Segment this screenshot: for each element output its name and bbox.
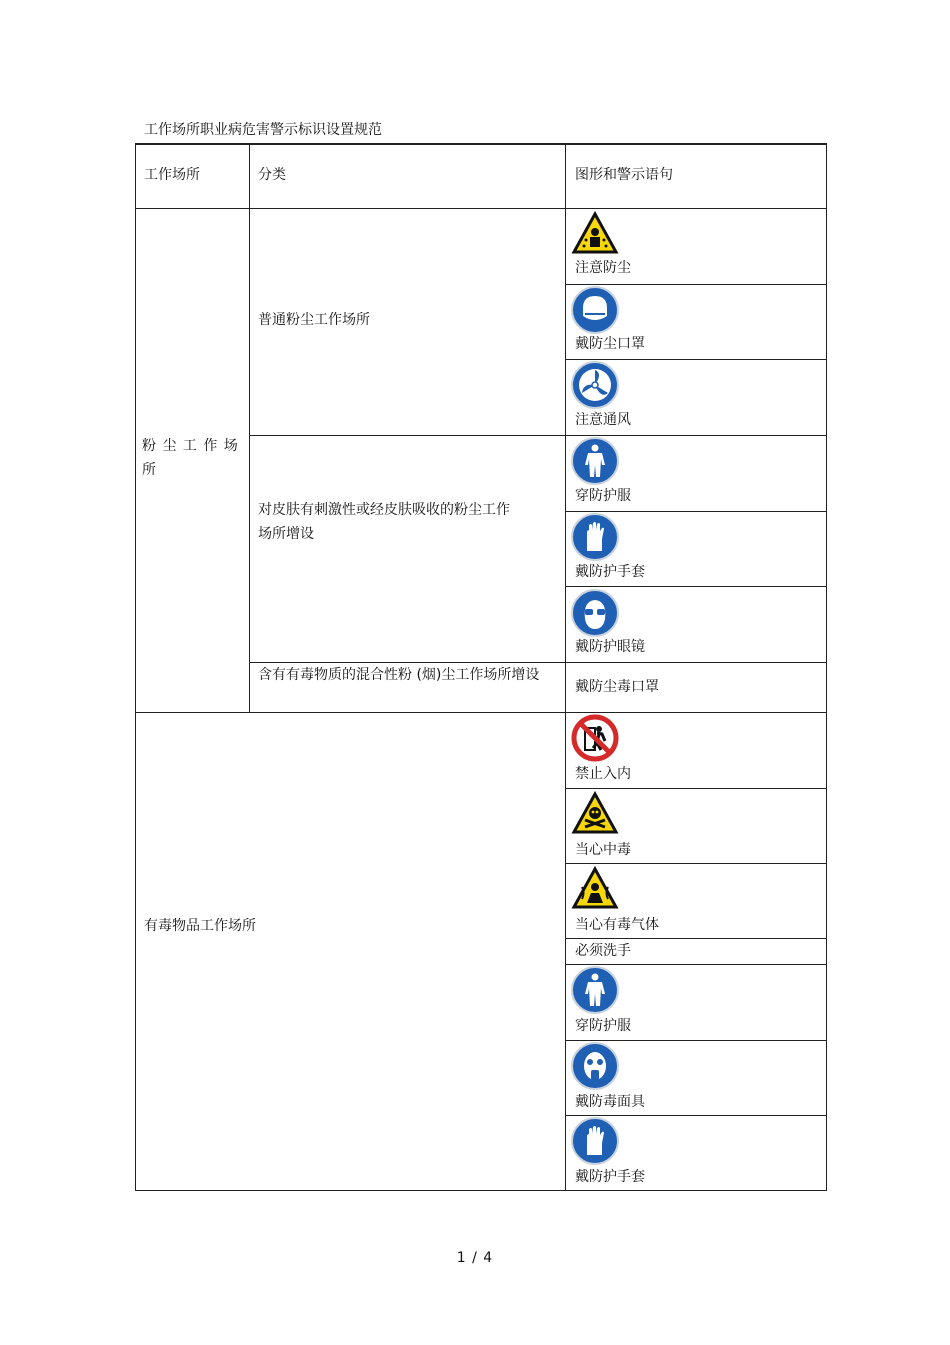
sign-label: 穿防护服 (575, 1018, 631, 1034)
no-entry-icon (571, 714, 619, 762)
column-divider (565, 143, 566, 1191)
row-divider (565, 1115, 827, 1116)
toxic-gas-warning-icon (571, 865, 619, 913)
row-divider (565, 863, 827, 864)
workplace-toxic: 有毒物品工作场所 (144, 918, 256, 934)
row-divider (565, 284, 827, 285)
header-workplace: 工作场所 (144, 167, 200, 183)
row-divider (565, 359, 827, 360)
sign-label: 戴防尘毒口罩 (575, 679, 659, 695)
row-divider (565, 586, 827, 587)
table-left-border (135, 143, 136, 1191)
sign-label: 戴防护手套 (575, 564, 645, 580)
page-number: 1 / 4 (456, 1250, 494, 1266)
sign-label: 戴防毒面具 (575, 1094, 645, 1110)
row-divider (565, 938, 827, 939)
protective-gloves-icon (571, 513, 619, 561)
sign-label: 禁止入内 (575, 766, 631, 782)
sign-label: 穿防护服 (575, 488, 631, 504)
header-divider (135, 208, 827, 209)
sign-label: 注意防尘 (575, 260, 631, 276)
workplace-dust: 粉 尘 工 作 场 所 (142, 438, 239, 478)
row-divider (249, 435, 827, 436)
header-category: 分类 (258, 167, 286, 183)
document-title: 工作场所职业病危害警示标识设置规范 (144, 122, 382, 138)
table-right-border (826, 143, 827, 1191)
category-toxic-mixed-dust: 含有有毒物质的混合性粉 (烟)尘工作场所增设 (258, 667, 540, 683)
dust-warning-icon (571, 210, 619, 258)
warning-signs-table (135, 143, 827, 1191)
table-bottom-border (135, 1190, 827, 1191)
poison-warning-icon (571, 790, 619, 838)
section-divider (135, 712, 827, 713)
category-common-dust: 普通粉尘工作场所 (258, 312, 370, 328)
table-top-border (135, 143, 827, 145)
protective-gloves-icon (571, 1117, 619, 1165)
row-divider (565, 1040, 827, 1041)
row-divider (565, 511, 827, 512)
sign-label: 戴防护手套 (575, 1169, 645, 1185)
ventilation-icon (571, 361, 619, 409)
row-divider (565, 964, 827, 965)
sign-label: 戴防护眼镜 (575, 639, 645, 655)
column-divider (249, 143, 250, 712)
row-divider (565, 788, 827, 789)
category-skin-irritant-dust: 对皮肤有刺激性或经皮肤吸收的粉尘工作场所增设 (258, 502, 510, 542)
protective-suit-icon (571, 437, 619, 485)
safety-goggles-icon (571, 589, 619, 637)
header-sign: 图形和警示语句 (575, 167, 673, 183)
protective-suit-icon (571, 966, 619, 1014)
dust-mask-icon (571, 286, 619, 334)
sign-label: 戴防尘口罩 (575, 336, 645, 352)
sign-label: 当心中毒 (575, 842, 631, 858)
sign-label: 必须洗手 (575, 943, 631, 959)
gas-mask-icon (571, 1042, 619, 1090)
sign-label: 当心有毒气体 (575, 917, 659, 933)
sign-label: 注意通风 (575, 412, 631, 428)
